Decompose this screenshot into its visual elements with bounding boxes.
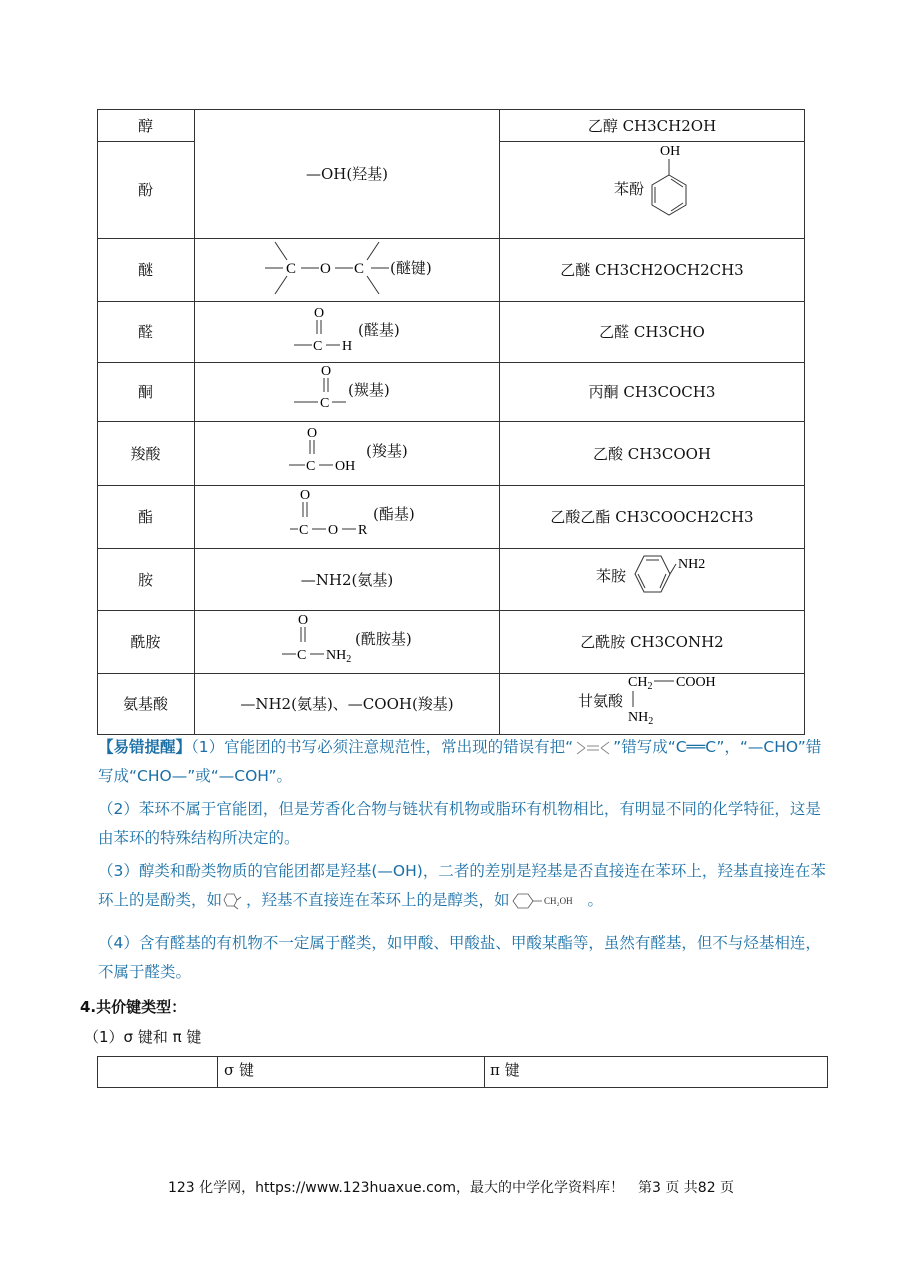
cc-double-bond-icon xyxy=(573,738,613,758)
class-name-amino-acid: 氨基酸 xyxy=(122,695,168,713)
example-aniline-label: 苯胺 xyxy=(596,567,627,585)
ester-group-structure xyxy=(290,485,380,545)
class-name-carboxylic-acid: 羧酸 xyxy=(130,444,161,463)
group-amino: —NH2(氨基) xyxy=(300,570,394,589)
svg-text:OH: OH xyxy=(335,459,356,474)
svg-text:O: O xyxy=(314,306,325,321)
aldehyde-group-structure xyxy=(290,301,360,361)
class-name-ester: 酯 xyxy=(137,508,153,526)
svg-text:O: O xyxy=(321,364,332,379)
svg-text:R: R xyxy=(358,523,368,538)
section-title: 4.共价键类型： xyxy=(80,998,187,1016)
sigma-bond-header: σ 键 xyxy=(224,1061,255,1079)
svg-text:CH2: $CH_2$ xyxy=(628,675,653,692)
group-hydroxyl: —OH(羟基) xyxy=(305,165,389,183)
svg-text:C: C xyxy=(297,648,307,663)
glycine-structure xyxy=(624,673,734,729)
example-acetone: 丙酮 CH3COCH3 xyxy=(588,383,716,401)
class-name-phenol: 酚 xyxy=(137,181,153,199)
benzyl-alcohol-structure-icon xyxy=(510,891,588,911)
example-ethanol: 乙醇 CH3CH2OH xyxy=(587,116,717,135)
example-glycine-label: 甘氨酸 xyxy=(578,692,624,710)
svg-text:C: C xyxy=(320,396,330,411)
svg-text:C: C xyxy=(286,261,297,277)
svg-text:C: C xyxy=(354,261,365,277)
carbonyl-group-structure xyxy=(290,362,350,417)
aldehyde-group-label: (醛基) xyxy=(358,321,400,339)
group-amino-carboxyl: —NH2(氨基)、—COOH(羧基) xyxy=(240,695,454,713)
example-acetaldehyde: 乙醛 CH3CHO xyxy=(599,323,705,341)
example-ethyl-acetate: 乙酸乙酯 CH3COOCH2CH3 xyxy=(550,508,754,526)
class-name-ketone: 酮 xyxy=(137,383,153,401)
svg-text:NH2: NH2 xyxy=(678,557,706,572)
svg-text:CH₂OH: CH₂OH xyxy=(543,895,573,906)
phenol-structure xyxy=(644,141,694,233)
class-name-amide: 酰胺 xyxy=(130,633,161,651)
ester-group-label: (酯基) xyxy=(373,505,415,523)
class-name-aldehyde: 醛 xyxy=(137,323,153,341)
error-tip-4: （4）含有醛基的有机物不一定属于醛类，如甲酸、甲酸盐、甲酸某酯等，虽然有醛基，但不与烃基相连，不属于醛类。 xyxy=(98,934,821,981)
svg-text:C: C xyxy=(306,459,316,474)
tip-3-text-b: ，羟基不直接连在苯环上的是醇类，如 xyxy=(246,891,510,909)
class-name-alcohol: 醇 xyxy=(137,116,153,135)
tip-heading: 【易错提醒】 xyxy=(98,738,192,756)
example-acetamide: 乙酰胺 CH3CONH2 xyxy=(580,633,724,651)
svg-text:C: C xyxy=(299,523,309,538)
carboxyl-group-label: (羧基) xyxy=(366,442,408,460)
svg-text:O: O xyxy=(307,426,318,441)
tip-3-text-c: 。 xyxy=(587,891,604,909)
svg-text:NH2: $NH_2$ xyxy=(326,648,352,665)
svg-text:NH2: $NH_2$ xyxy=(628,710,654,727)
ether-bond-label: (醚键) xyxy=(390,259,432,277)
svg-text:O: O xyxy=(298,613,309,628)
aniline-structure xyxy=(628,550,718,606)
svg-text:H: H xyxy=(342,339,353,354)
svg-text:C: C xyxy=(313,339,323,354)
error-tip-2: （2）苯环不属于官能团，但是芳香化合物与链状有机物或脂环有机物相比，有明显不同的化学特征，这是由苯环的特殊结构所决定的。 xyxy=(98,800,821,847)
class-name-amine: 胺 xyxy=(137,570,153,589)
tip-3-text-a: （3）醇类和酚类物质的官能团都是羟基(—OH)，二者的差别是羟基是否直接连在苯环上，羟基直接连在苯环上的是酚类，如 xyxy=(98,862,826,909)
example-acetic-acid: 乙酸 CH3COOH xyxy=(592,444,712,463)
ether-bond-structure xyxy=(255,238,495,298)
example-diethyl-ether: 乙醚 CH3CH2OCH2CH3 xyxy=(560,261,744,279)
svg-text:O: O xyxy=(328,523,339,538)
svg-text:OH: OH xyxy=(660,144,681,159)
cresol-structure-icon xyxy=(222,890,246,912)
amide-group-structure xyxy=(280,610,360,670)
amide-group-label: (酰胺基) xyxy=(355,630,412,648)
example-phenol-label: 苯酚 xyxy=(614,180,645,198)
tip-1-text-a: （1）官能团的书写必须注意规范性，常出现的错误有把“ xyxy=(191,738,574,756)
svg-text:O: O xyxy=(300,488,311,503)
page-footer: 123 化学网，https://www.123huaxue.com，最大的中学化学资料库！ 第3 页 共82 页 xyxy=(167,1180,735,1196)
svg-text:COOH: COOH xyxy=(676,675,716,690)
svg-text:O: O xyxy=(320,261,331,277)
error-tip-1 xyxy=(98,733,830,791)
tip-1-text-b: ”错写成“C══C”，“—CHO”错写成“CHO—”或“—COH”。 xyxy=(98,738,822,785)
class-name-ether: 醚 xyxy=(137,261,153,279)
carboxyl-group-structure xyxy=(285,421,365,481)
carbonyl-group-label: (羰基) xyxy=(348,381,390,399)
error-tip-3 xyxy=(98,857,830,915)
pi-bond-header: π 键 xyxy=(490,1061,520,1079)
section-subtitle: （1）σ 键和 π 键 xyxy=(84,1028,202,1046)
